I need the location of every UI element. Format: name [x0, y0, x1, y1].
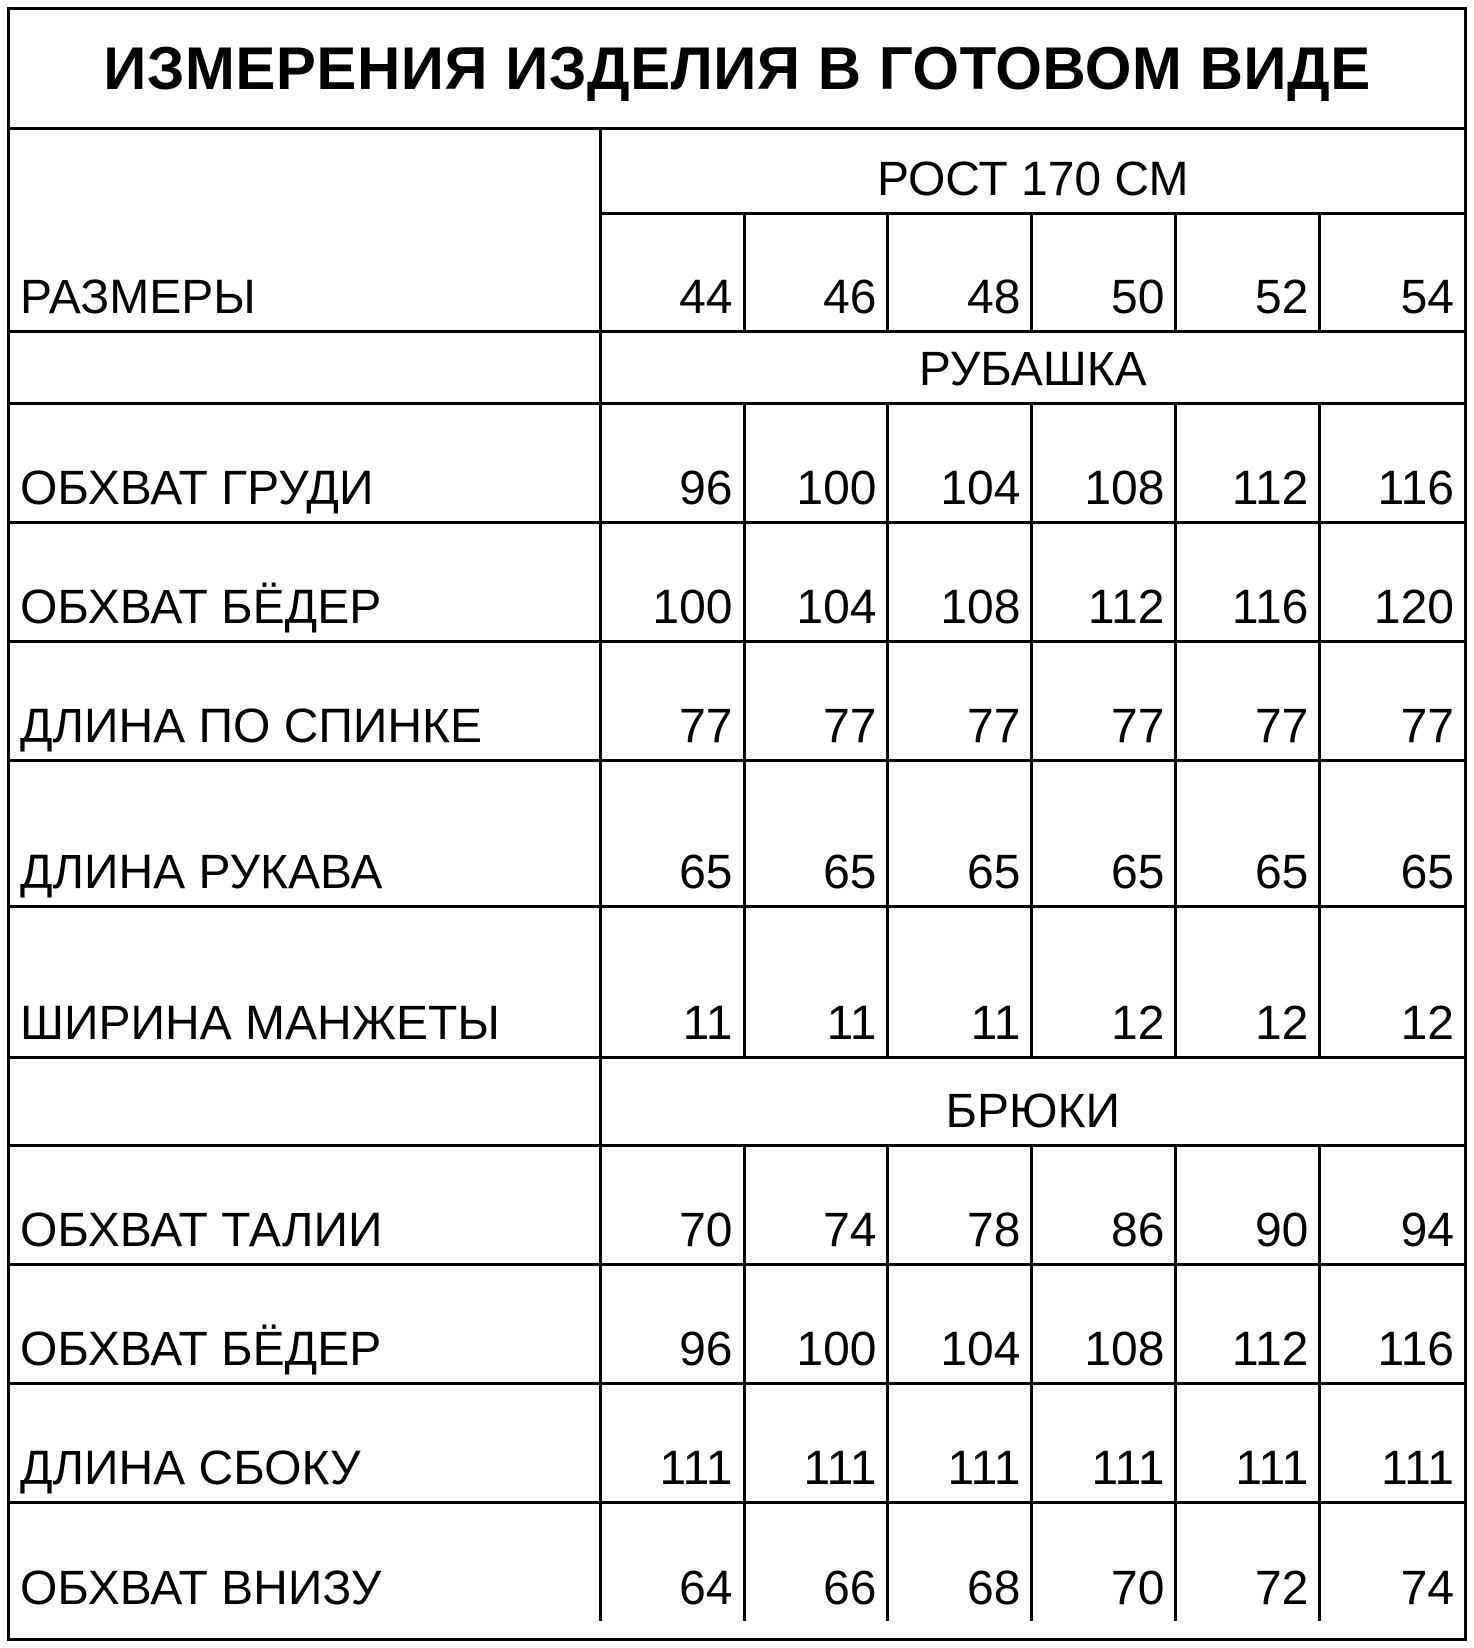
table-row — [10, 1264, 1464, 1383]
measurement-label: ДЛИНА СБОКУ — [10, 1383, 600, 1502]
measurement-value: 112 — [1176, 403, 1320, 522]
measurement-value: 90 — [1176, 1145, 1320, 1264]
measurement-label: ОБХВАТ ВНИЗУ — [10, 1502, 600, 1621]
size-chart — [7, 7, 1467, 1641]
empty-cell — [10, 1057, 600, 1145]
measurement-value: 70 — [1032, 1502, 1176, 1621]
measurement-value: 77 — [888, 641, 1032, 760]
measurement-value: 65 — [1176, 760, 1320, 906]
measurement-value: 112 — [1032, 522, 1176, 641]
measurement-value: 65 — [1320, 760, 1464, 906]
measurement-value: 112 — [1176, 1264, 1320, 1383]
measurement-value: 104 — [888, 403, 1032, 522]
measurement-value: 111 — [888, 1383, 1032, 1502]
measurement-value: 11 — [744, 906, 888, 1057]
empty-cell — [10, 331, 600, 403]
table-row — [10, 641, 1464, 760]
measurement-value: 11 — [600, 906, 744, 1057]
measurement-value: 111 — [1320, 1383, 1464, 1502]
table-row — [10, 1502, 1464, 1621]
measurement-value: 104 — [744, 522, 888, 641]
measurement-value: 96 — [600, 403, 744, 522]
measurement-value: 77 — [1320, 641, 1464, 760]
measurement-label: ДЛИНА ПО СПИНКЕ — [10, 641, 600, 760]
measurement-value: 12 — [1176, 906, 1320, 1057]
measurement-value: 77 — [1176, 641, 1320, 760]
measurement-value: 111 — [600, 1383, 744, 1502]
size-cell: 52 — [1176, 213, 1320, 331]
measurement-value: 78 — [888, 1145, 1032, 1264]
section-header-row — [10, 331, 1464, 403]
height-header: РОСТ 170 СМ — [600, 130, 1464, 213]
size-cell: 46 — [744, 213, 888, 331]
measurement-value: 86 — [1032, 1145, 1176, 1264]
measurement-value: 100 — [744, 403, 888, 522]
measurement-value: 116 — [1320, 403, 1464, 522]
measurement-value: 65 — [1032, 760, 1176, 906]
measurement-value: 108 — [1032, 1264, 1176, 1383]
section-title: РУБАШКА — [600, 331, 1464, 403]
size-cell: 50 — [1032, 213, 1176, 331]
measurement-value: 111 — [1032, 1383, 1176, 1502]
table-row — [10, 1145, 1464, 1264]
measurement-value: 77 — [1032, 641, 1176, 760]
measurement-value: 116 — [1320, 1264, 1464, 1383]
table-row — [10, 1383, 1464, 1502]
measurement-value: 108 — [888, 522, 1032, 641]
measurement-value: 100 — [744, 1264, 888, 1383]
measurement-value: 11 — [888, 906, 1032, 1057]
measurement-value: 94 — [1320, 1145, 1464, 1264]
measurements-table — [10, 130, 1464, 1621]
measurement-value: 65 — [744, 760, 888, 906]
page-title: ИЗМЕРЕНИЯ ИЗДЕЛИЯ В ГОТОВОМ ВИДЕ — [10, 10, 1464, 130]
measurement-value: 12 — [1320, 906, 1464, 1057]
table-row — [10, 403, 1464, 522]
measurement-value: 116 — [1176, 522, 1320, 641]
table-row — [10, 906, 1464, 1057]
size-cell: 48 — [888, 213, 1032, 331]
measurement-value: 120 — [1320, 522, 1464, 641]
table-row — [10, 522, 1464, 641]
measurement-label: ШИРИНА МАНЖЕТЫ — [10, 906, 600, 1057]
measurement-value: 111 — [1176, 1383, 1320, 1502]
measurement-value: 74 — [1320, 1502, 1464, 1621]
measurement-label: ОБХВАТ ГРУДИ — [10, 403, 600, 522]
measurement-label: ОБХВАТ ТАЛИИ — [10, 1145, 600, 1264]
section-header-row — [10, 1057, 1464, 1145]
measurement-value: 65 — [888, 760, 1032, 906]
measurement-value: 65 — [600, 760, 744, 906]
measurement-value: 104 — [888, 1264, 1032, 1383]
measurement-value: 68 — [888, 1502, 1032, 1621]
measurement-value: 77 — [600, 641, 744, 760]
measurement-value: 96 — [600, 1264, 744, 1383]
measurement-value: 100 — [600, 522, 744, 641]
measurement-value: 108 — [1032, 403, 1176, 522]
measurement-value: 74 — [744, 1145, 888, 1264]
measurement-value: 64 — [600, 1502, 744, 1621]
measurement-value: 66 — [744, 1502, 888, 1621]
measurement-value: 77 — [744, 641, 888, 760]
table-row — [10, 760, 1464, 906]
section-title: БРЮКИ — [600, 1057, 1464, 1145]
measurement-value: 70 — [600, 1145, 744, 1264]
measurement-value: 72 — [1176, 1502, 1320, 1621]
sizes-label: РАЗМЕРЫ — [10, 130, 600, 331]
measurement-label: ОБХВАТ БЁДЕР — [10, 1264, 600, 1383]
measurement-value: 111 — [744, 1383, 888, 1502]
size-cell: 44 — [600, 213, 744, 331]
measurement-label: ОБХВАТ БЁДЕР — [10, 522, 600, 641]
height-header-row — [10, 130, 1464, 213]
size-cell: 54 — [1320, 213, 1464, 331]
measurement-label: ДЛИНА РУКАВА — [10, 760, 600, 906]
measurement-value: 12 — [1032, 906, 1176, 1057]
